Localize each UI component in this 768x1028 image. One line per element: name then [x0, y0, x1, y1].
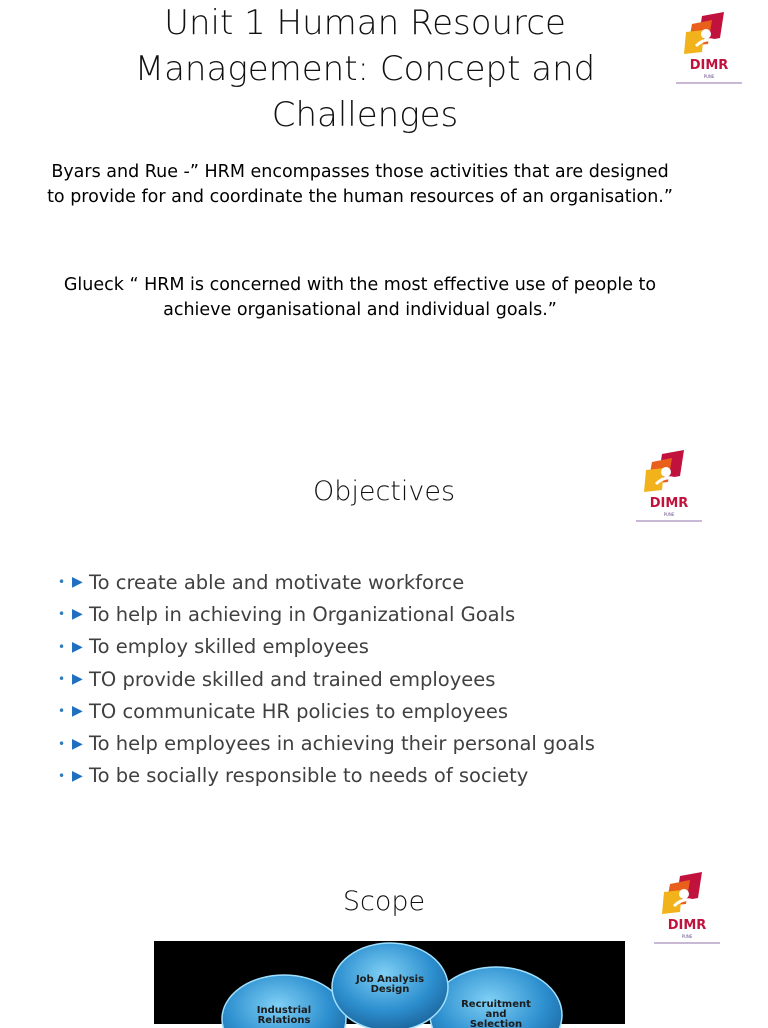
logo-tagline-line [636, 520, 702, 522]
list-item [58, 598, 738, 630]
list-item-label: TO communicate HR policies to employees [89, 699, 508, 723]
logo-subtext: PUNE [663, 512, 675, 517]
list-item-label: To help employees in achieving their personal goals [89, 732, 595, 756]
bullet-icon: • [58, 575, 66, 590]
list-item [58, 566, 738, 598]
diagram-node-recruitment-selection [430, 967, 562, 1028]
dimr-logo [632, 450, 706, 530]
logo-tagline-line [654, 942, 720, 944]
node-label-line1: Job Analysis [355, 974, 425, 985]
bullet-icon: • [58, 607, 66, 622]
node-label-line2: and [485, 1009, 507, 1020]
list-item [58, 631, 738, 663]
slide-1-title: Unit 1 Human Resource Management: Concept and Challenges [134, 3, 596, 135]
dimr-logo [672, 12, 746, 92]
list-item-label: To help in achieving in Organizational Goals [89, 602, 516, 626]
node-label-line1: Recruitment [461, 999, 531, 1010]
quote-byars-rue: Byars and Rue -” HRM encompasses those activities that are designed to provide for and coordinate the human resources of an organisation.” [47, 162, 673, 207]
bullet-icon: • [58, 736, 66, 751]
logo-text: DIMR [689, 58, 729, 73]
arrow-right-icon: ▶ [72, 703, 83, 720]
arrow-right-icon: ▶ [72, 735, 83, 752]
list-item [58, 695, 738, 727]
logo-subtext: PUNE [703, 74, 715, 79]
list-item [58, 727, 738, 759]
bullet-icon: • [58, 639, 66, 654]
logo-text: DIMR [667, 918, 707, 933]
arrow-right-icon: ▶ [72, 606, 83, 623]
diagram-node-industrial-relations [222, 975, 346, 1028]
diagram-node-job-analysis [332, 943, 448, 1028]
scope-diagram [154, 941, 625, 1028]
node-label-line2: Design [370, 984, 410, 995]
arrow-right-icon: ▶ [72, 767, 83, 784]
node-label-line1: Industrial [256, 1005, 312, 1016]
objectives-title: Objectives [312, 476, 456, 507]
dimr-logo [650, 872, 724, 952]
logo-tagline-line [676, 82, 742, 84]
list-item-label: To employ skilled employees [89, 635, 369, 659]
arrow-right-icon: ▶ [72, 671, 83, 688]
list-item-label: TO provide skilled and trained employees [89, 667, 496, 691]
scope-title: Scope [342, 886, 426, 917]
arrow-right-icon: ▶ [72, 574, 83, 591]
bullet-icon: • [58, 768, 66, 783]
list-item [58, 663, 738, 695]
logo-text: DIMR [649, 496, 689, 511]
bullet-icon: • [58, 704, 66, 719]
arrow-right-icon: ▶ [72, 638, 83, 655]
list-item-label: To be socially responsible to needs of society [89, 764, 529, 788]
list-item [58, 760, 738, 792]
node-label-line3: Selection [469, 1019, 523, 1028]
list-item-label: To create able and motivate workforce [89, 570, 465, 594]
logo-subtext: PUNE [681, 934, 693, 939]
node-label-line2: Relations [257, 1015, 311, 1026]
quote-glueck: Glueck “ HRM is concerned with the most effective use of people to achieve organisational and individual goals.” [63, 275, 657, 320]
objectives-list [58, 566, 738, 792]
bullet-icon: • [58, 672, 66, 687]
